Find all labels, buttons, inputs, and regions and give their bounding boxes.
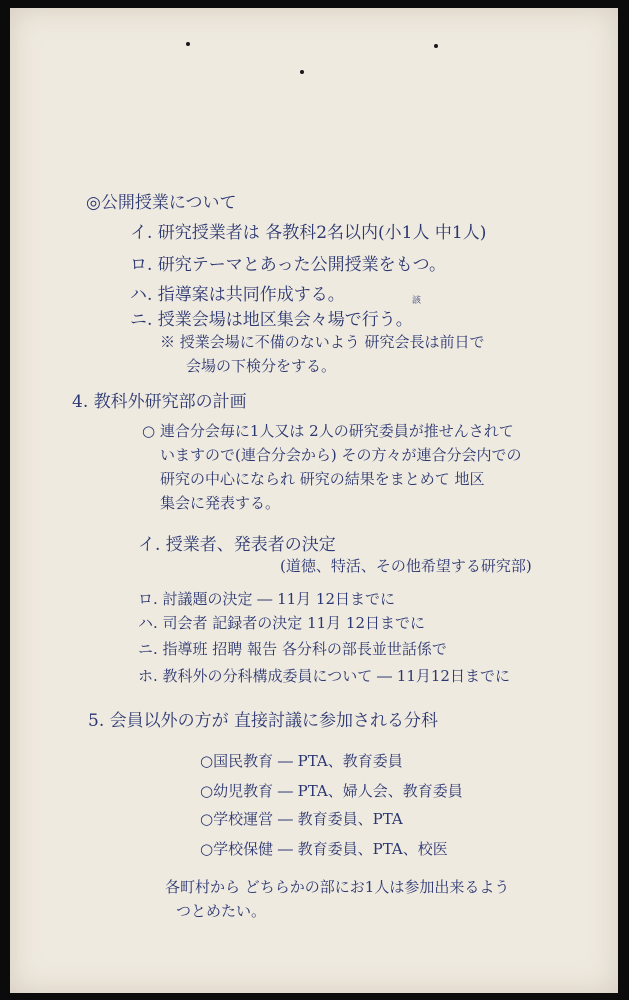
section-heading-extracurricular: 4. 教科外研究部の計画: [72, 392, 247, 412]
closing-line: つとめたい。: [176, 902, 267, 920]
paragraph-line: いますので(連合分会から) その方々が連合分会内での: [160, 446, 522, 464]
closing-line: 各町村から どちらかの部にお1人は参加出来るよう: [165, 878, 510, 896]
ruby-annotation: 該: [412, 296, 422, 306]
paragraph-line: ○ 連合分会毎に1人又は 2人の研究委員が推せんされて: [142, 422, 514, 440]
list-item: ロ. 研究テーマとあった公開授業をもつ。: [130, 255, 446, 275]
list-item: ハ. 指導案は共同作成する。: [130, 285, 345, 305]
paragraph-line: 研究の中心になられ 研究の結果をまとめて 地区: [160, 470, 485, 488]
punch-hole: [434, 44, 438, 48]
list-item: ○国民教育 ― PTA、教育委員: [200, 752, 403, 770]
list-item: ○学校運営 ― 教育委員、PTA: [200, 810, 403, 828]
list-item-detail: (道徳、特活、その他希望する研究部): [280, 557, 532, 575]
note-line: 会場の下検分をする。: [186, 357, 337, 375]
list-item: ニ. 授業会場は地区集会々場で行う。: [130, 310, 413, 330]
list-item: ホ. 教科外の分科構成委員について ― 11月12日までに: [138, 667, 510, 685]
list-item: イ. 研究授業者は 各教科2名以内(小1人 中1人): [130, 223, 487, 243]
paragraph-line: 集会に発表する。: [160, 494, 281, 512]
punch-hole: [300, 70, 304, 74]
list-item: イ. 授業者、発表者の決定: [138, 535, 336, 555]
list-item: ロ. 討議題の決定 ― 11月 12日までに: [138, 590, 396, 608]
list-item: ○学校保健 ― 教育委員、PTA、校医: [200, 840, 448, 858]
section-heading-public-lessons: ◎公開授業について: [86, 193, 237, 213]
list-item: ニ. 指導班 招聘 報告 各分科の部長並世話係で: [138, 640, 447, 658]
section-heading-participation: 5. 会員以外の方が 直接討議に参加される分科: [88, 711, 439, 731]
punch-hole: [186, 42, 190, 46]
note-line: ※ 授業会場に不備のないよう 研究会長は前日で: [160, 333, 485, 351]
list-item: ○幼児教育 ― PTA、婦人会、教育委員: [200, 782, 463, 800]
list-item: ハ. 司会者 記録者の決定 11月 12日までに: [138, 614, 426, 632]
